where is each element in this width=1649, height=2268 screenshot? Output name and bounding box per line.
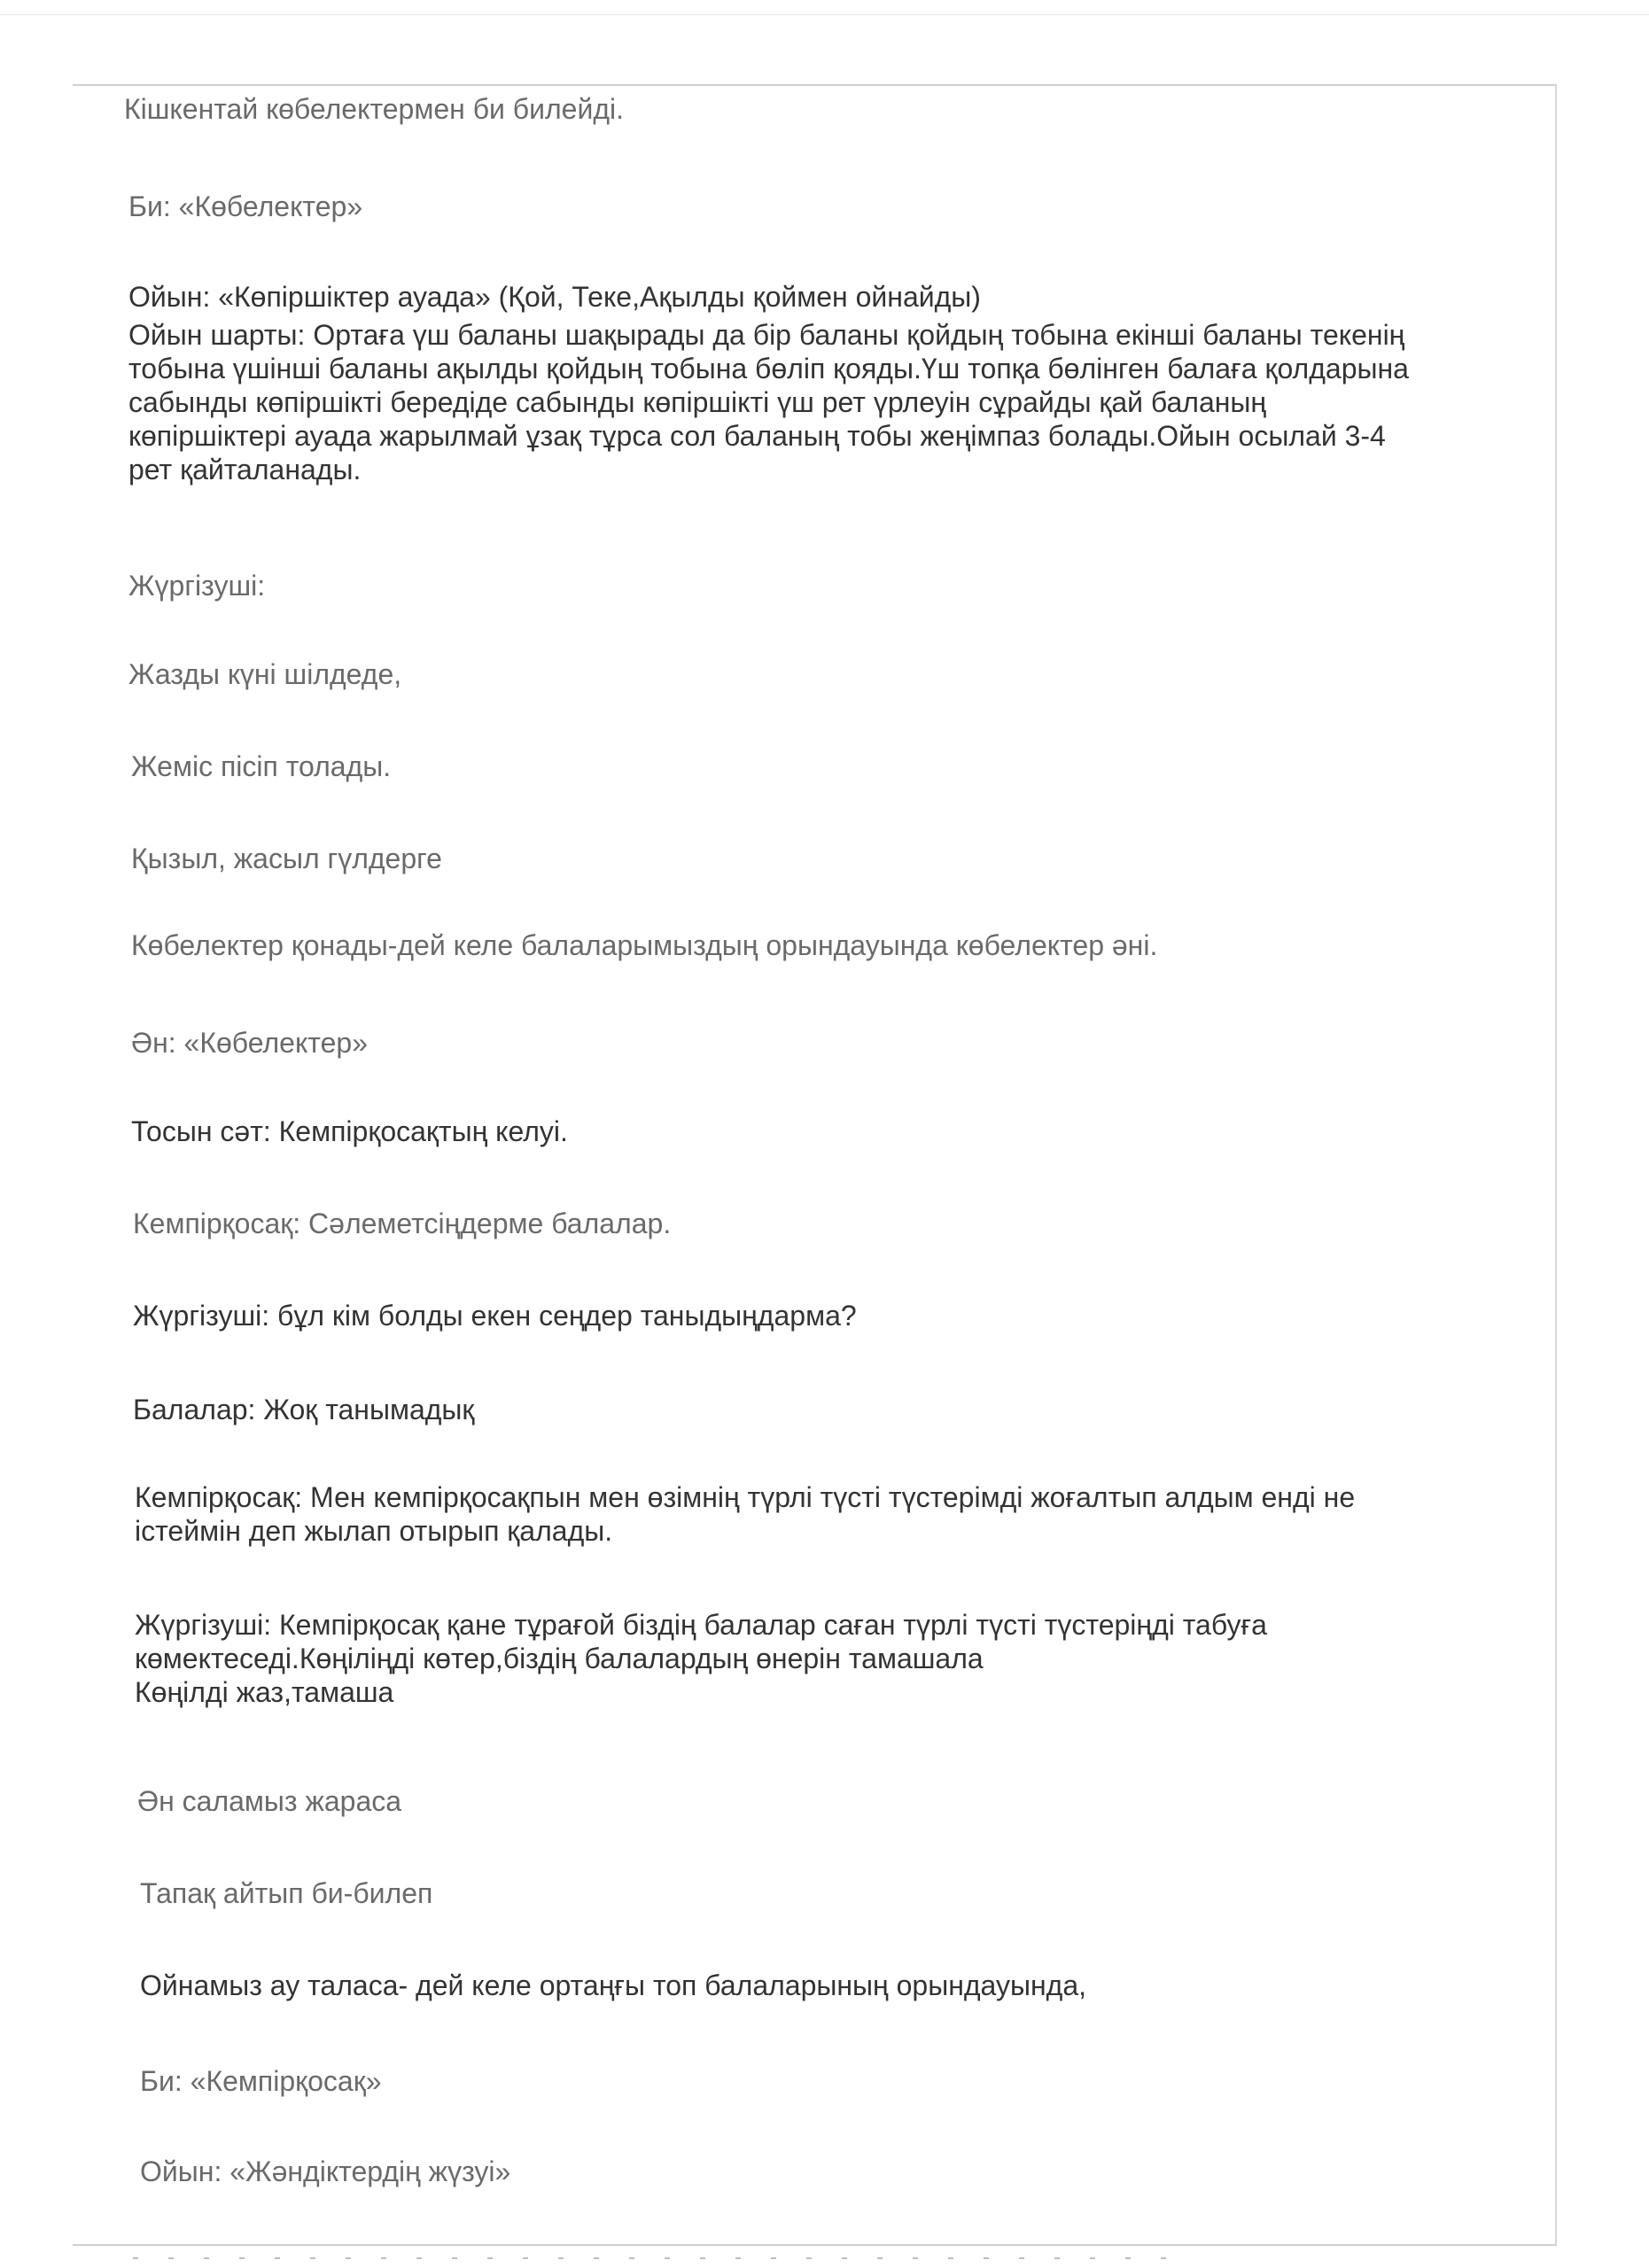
game-rules-line: рет қайталанады. <box>128 454 362 485</box>
poem-line: Тапақ айтып би-билеп <box>140 1877 433 1909</box>
scan-bottom-artifact <box>133 2257 1196 2259</box>
poem-line: Ән саламыз жараса <box>137 1785 402 1817</box>
host-line: Көңілді жаз,тамаша <box>135 1676 394 1708</box>
text-line-song-title: Ән: «Көбелектер» <box>131 1027 368 1059</box>
host-line: көмектеседі.Көңіліңді көтер,біздің балалардың өнерін тамашала <box>135 1643 984 1674</box>
text-line-children-answer: Балалар: Жоқ танымадық <box>133 1394 475 1425</box>
poem-line: Жазды күні шілдеде, <box>128 658 402 690</box>
host-paragraph <box>135 1608 1267 1709</box>
game-rules-line: Ойын шарты: Ортаға үш баланы шақырады да бір баланы қойдың тобына екінші баланы текенің <box>128 319 1405 351</box>
game-rules-line: тобына үшінші баланы ақылды қойдың тобына бөліп қояды.Үш топқа бөлінген балаға қолдарына <box>128 353 1409 384</box>
rainbow-paragraph <box>135 1480 1355 1548</box>
scan-top-edge <box>0 14 1649 15</box>
rainbow-line: Кемпірқосақ: Мен кемпірқосақпын мен өзімнің түрлі түсті түстерімді жоғалтып алдым енді не <box>135 1481 1356 1513</box>
poem-line: Қызыл, жасыл гүлдерге <box>131 843 442 874</box>
poem-line-song-intro: Көбелектер қонады-дей келе балаларымыздың орындауында көбелектер әні. <box>131 929 1158 961</box>
text-line-host-label: Жүргізуші: <box>128 570 266 602</box>
text-line-dance-intro: Кішкентай көбелектермен би билейді. <box>124 93 624 125</box>
text-line-surprise: Тосын сәт: Кемпірқосақтың келуі. <box>131 1115 568 1147</box>
game-rules-line: көпіршіктері ауада жарылмай ұзақ тұрса сол баланың тобы жеңімпаз болады.Ойын осылай 3-4 <box>128 420 1386 452</box>
text-line-game-title: Ойын: «Көпіршіктер ауада» (Қой, Теке,Ақылды қоймен ойнайды) <box>128 281 981 313</box>
text-line-game-insects: Ойын: «Жәндіктердің жүзуі» <box>140 2155 511 2187</box>
text-line-dance-rainbow: Би: «Кемпірқосақ» <box>140 2065 382 2097</box>
text-line-group-performance: Ойнамыз ау таласа- дей келе ортаңғы топ балаларының орындауында, <box>140 1969 1087 2001</box>
rainbow-line: істеймін деп жылап отырып қалады. <box>135 1515 613 1547</box>
game-rules-line: сабынды көпіршікті бередіде сабынды көпіршікті үш рет үрлеуін сұрайды қай баланың <box>128 386 1267 418</box>
game-rules-paragraph <box>128 318 1409 486</box>
text-line-dance-title: Би: «Көбелектер» <box>128 190 363 222</box>
text-line-host-question: Жүргізуші: бұл кім болды екен сеңдер таныдыңдарма? <box>133 1300 857 1332</box>
text-line-rainbow-greeting: Кемпірқосақ: Сәлеметсіңдерме балалар. <box>133 1208 672 1239</box>
host-line: Жүргізуші: Кемпірқосақ қане тұрағой біздің балалар саған түрлі түсті түстеріңді табуға <box>135 1609 1267 1641</box>
poem-line: Жеміс пісіп толады. <box>131 750 392 782</box>
